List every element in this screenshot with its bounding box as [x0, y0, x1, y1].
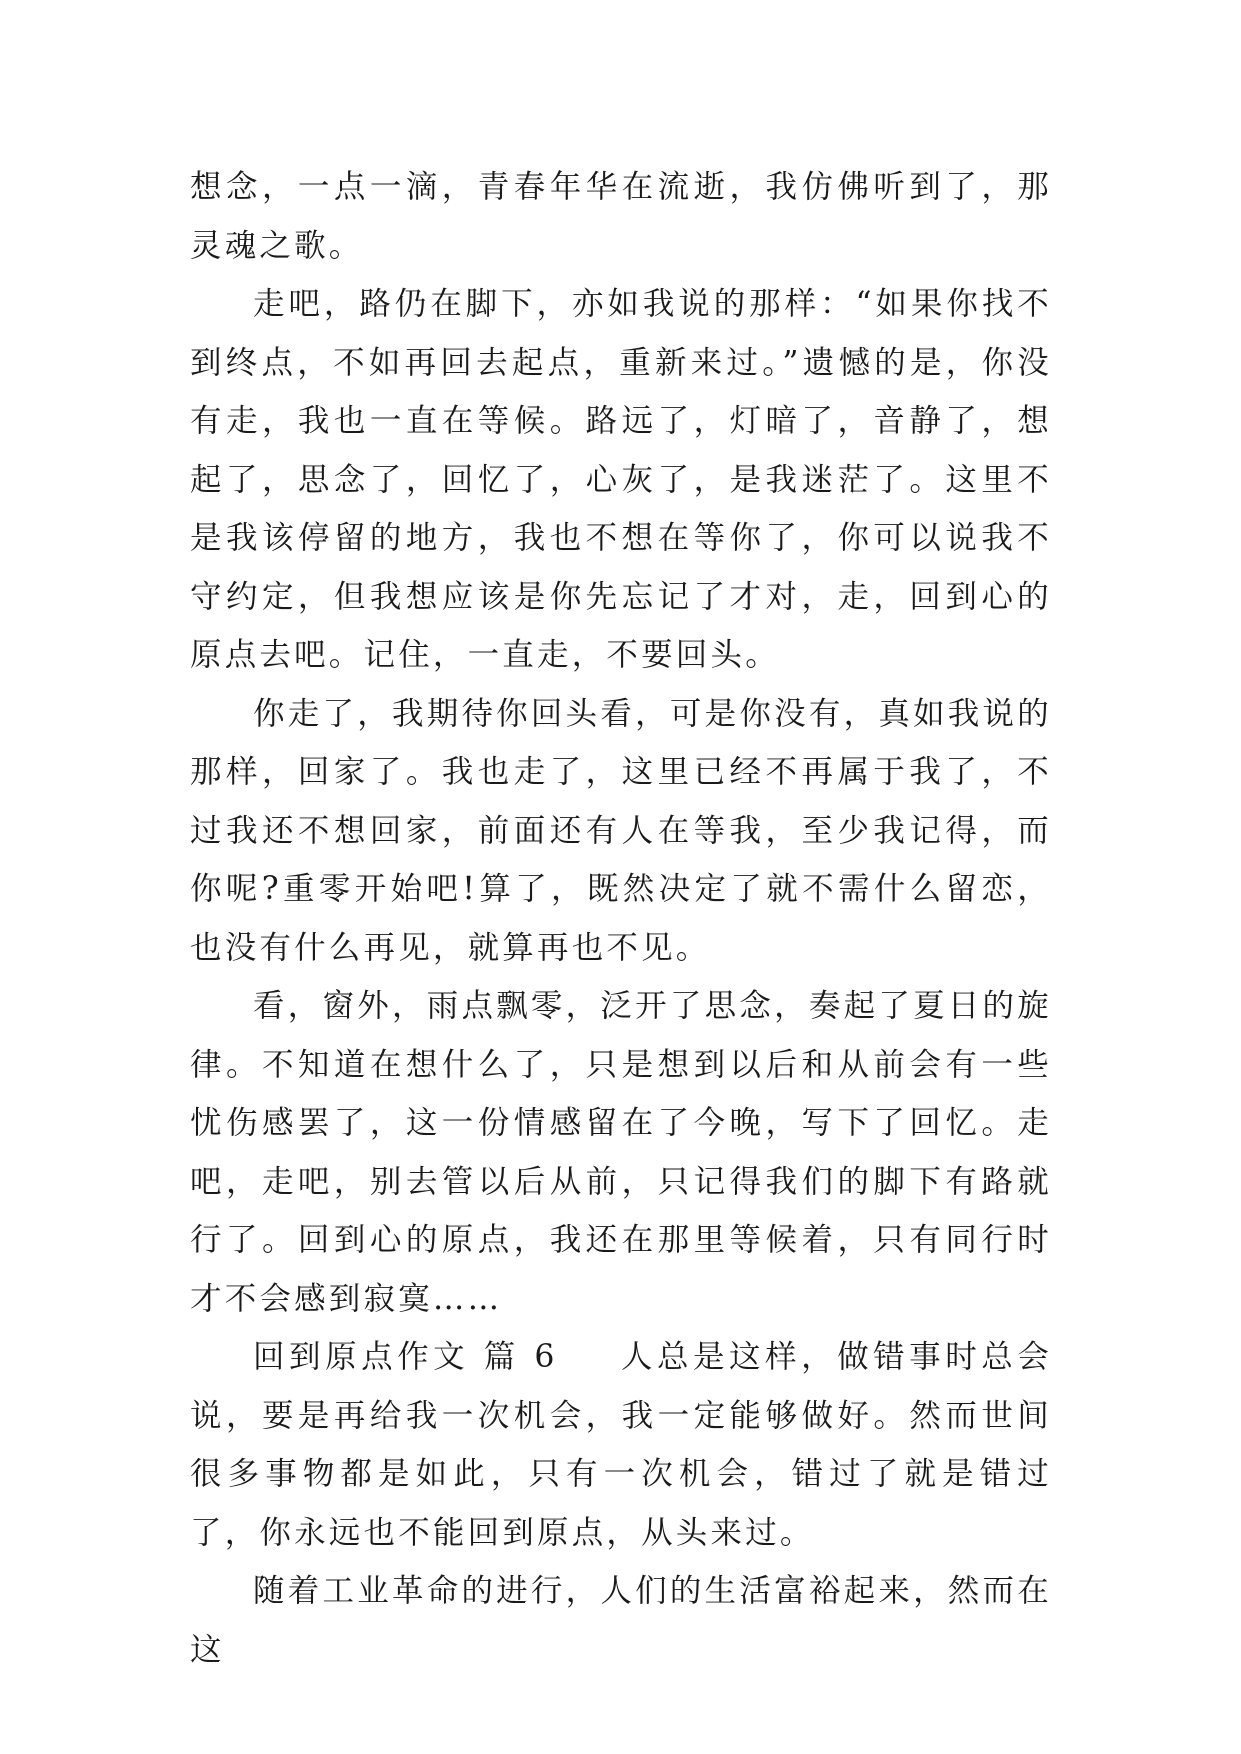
- paragraph-4: 看，窗外，雨点飘零，泛开了思念，奏起了夏日的旋律。不知道在想什么了，只是想到以后和从前会有一些忧伤感罢了，这一份情感留在了今晚，写下了回忆。走吧，走吧，别去管以后从前，只记得我们的脚下有路就行了。回到心的原点，我还在那里等候着，只有同行时才不会感到寂寞……: [190, 988, 1052, 1317]
- paragraph-1: 想念，一点一滴，青春年华在流逝，我仿佛听到了，那灵魂之歌。: [190, 169, 1052, 264]
- paragraph-last: 随着工业革命的进行，人们的生活富裕起来，然而在这: [190, 1573, 1052, 1668]
- section-heading: 回到原点作文 篇 6: [253, 1339, 558, 1375]
- section-paragraph: [190, 1328, 1052, 1562]
- document-body: [190, 158, 1052, 1679]
- paragraph-3: 你走了，我期待你回头看，可是你没有，真如我说的那样，回家了。我也走了，这里已经不再属于我了，不过我还不想回家，前面还有人在等我，至少我记得，而你呢?重零开始吧!算了，既然决定了就不需什么留恋，也没有什么再见，就算再也不见。: [190, 695, 1052, 966]
- paragraph-2: 走吧，路仍在脚下，亦如我说的那样：“如果你找不到终点，不如再回去起点，重新来过。”遗憾的是，你没有走，我也一直在等候。路远了，灯暗了，音静了，想起了，思念了，回忆了，心灰了，是我迷茫了。这里不是我该停留的地方，我也不想在等你了，你可以说我不守约定，但我想应该是你先忘记了才对，走，回到心的原点去吧。记住，一直走，不要回头。: [190, 286, 1052, 673]
- section-first-text: 人总是这样，做错事时总会说，要是再给我一次机会，我一定能够做好。然而世间很多事物都是如此，只有一次机会，错过了就是错过了，你永远也不能回到原点，从头来过。: [190, 1339, 1052, 1551]
